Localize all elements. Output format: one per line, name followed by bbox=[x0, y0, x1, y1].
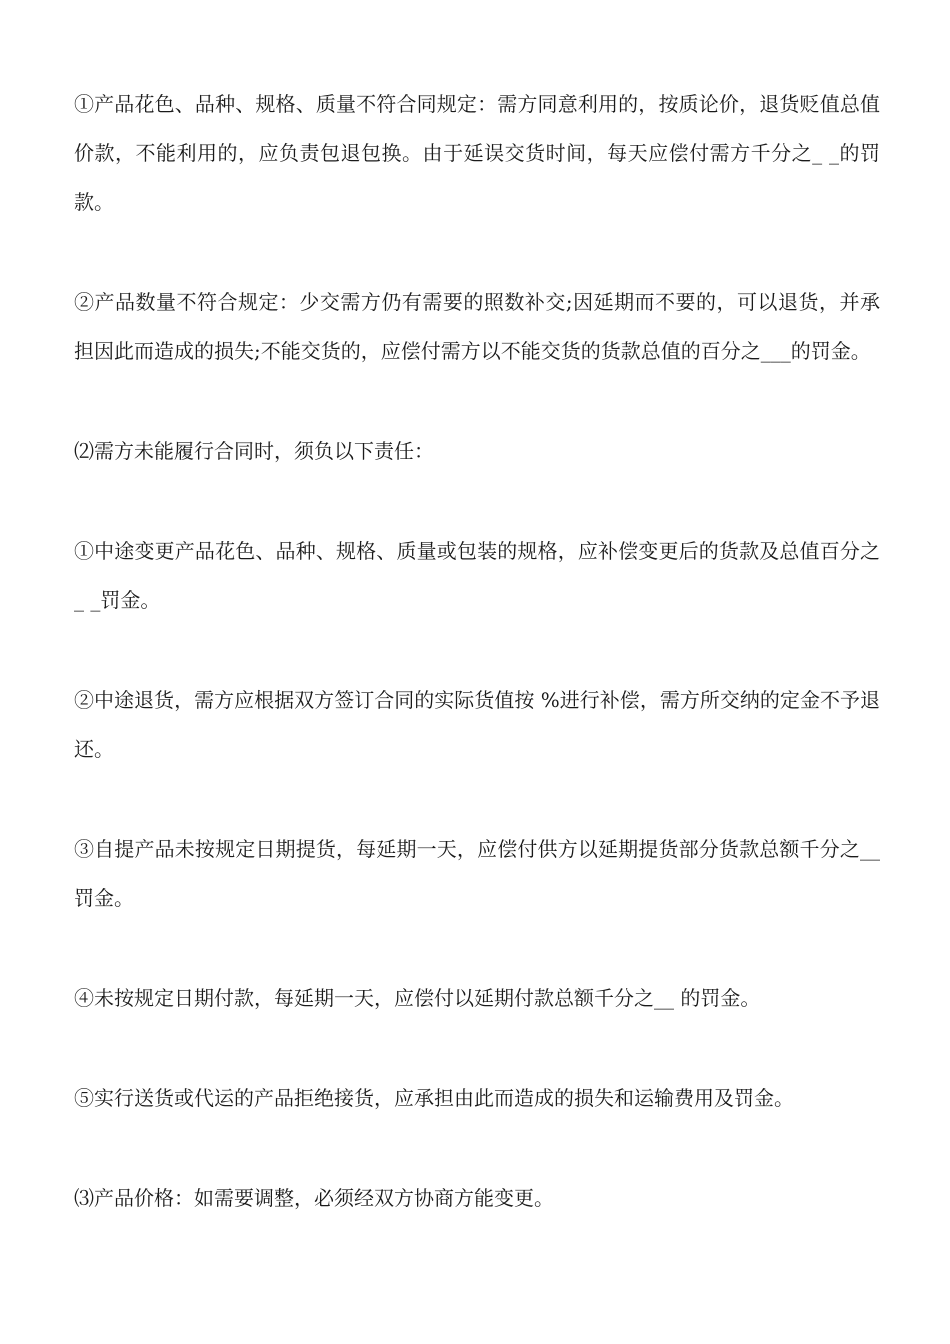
clause-buyer-refuse-delivery: ⑤实行送货或代运的产品拒绝接货，应承担由此而造成的损失和运输费用及罚金。 bbox=[74, 1086, 794, 1110]
document-page bbox=[74, 80, 880, 1223]
clause-buyer-late-payment: ④未按规定日期付款，每延期一天，应偿付以延期付款总额千分之__ 的罚金。 bbox=[74, 986, 761, 1010]
clause-supplier-quality: ①产品花色、品种、规格、质量不符合同规定：需方同意利用的，按质论价，退货贬值总值价款，不能利用的，应负责包退包换。由于延误交货时间，每天应偿付需方千分之_ _的罚款。 bbox=[74, 92, 880, 214]
clause-buyer-late-pickup: ③自提产品未按规定日期提货，每延期一天，应偿付供方以延期提货部分货款总额千分之__ 罚金。 bbox=[74, 837, 880, 910]
clause-buyer-change-spec: ①中途变更产品花色、品种、规格、质量或包装的规格，应补偿变更后的货款及总值百分之_ _罚金。 bbox=[74, 539, 880, 612]
section-buyer-liability-heading: ⑵需方未能履行合同时，须负以下责任： bbox=[74, 439, 434, 463]
section-product-price: ⑶产品价格：如需要调整，必须经双方协商方能变更。 bbox=[74, 1186, 554, 1210]
clause-buyer-return: ②中途退货，需方应根据双方签订合同的实际货值按 %进行补偿，需方所交纳的定金不予退还。 bbox=[74, 688, 880, 761]
clause-supplier-quantity: ②产品数量不符合规定：少交需方仍有需要的照数补交;因延期而不要的，可以退货，并承担因此而造成的损失;不能交货的，应偿付需方以不能交货的货款总值的百分之___的罚金。 bbox=[74, 290, 880, 363]
